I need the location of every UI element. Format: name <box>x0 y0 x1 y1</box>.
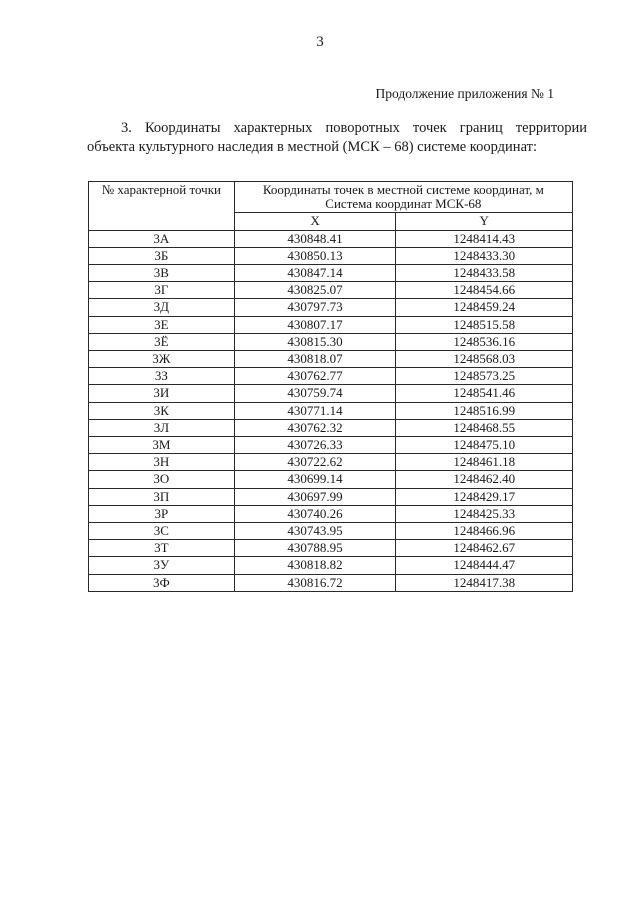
point-cell: 3Л <box>89 419 235 436</box>
header-coordinates-line-2: Система координат МСК-68 <box>325 196 482 212</box>
section-heading-line-2: объекта культурного наследия в местной (МСК – 68) системе координат: <box>87 139 537 155</box>
point-cell: 3Р <box>89 505 235 522</box>
x-cell: 430762.32 <box>234 419 396 436</box>
table-row <box>89 523 573 540</box>
point-cell: 3О <box>89 471 235 488</box>
table-row <box>89 316 573 333</box>
y-cell: 1248462.67 <box>396 540 573 557</box>
point-cell: 3В <box>89 265 235 282</box>
y-cell: 1248462.40 <box>396 471 573 488</box>
x-cell: 430807.17 <box>234 316 396 333</box>
point-cell: 3У <box>89 557 235 574</box>
header-point-number: № характерной точки <box>89 182 235 231</box>
page-number: 3 <box>316 34 324 50</box>
y-cell: 1248573.25 <box>396 368 573 385</box>
point-cell: 3К <box>89 402 235 419</box>
point-cell: 3Ф <box>89 574 235 591</box>
x-cell: 430740.26 <box>234 505 396 522</box>
point-cell: 3И <box>89 385 235 402</box>
point-cell: 3Е <box>89 316 235 333</box>
y-cell: 1248459.24 <box>396 299 573 316</box>
x-cell: 430815.30 <box>234 333 396 350</box>
table-row <box>89 437 573 454</box>
point-cell: 3Т <box>89 540 235 557</box>
appendix-continuation: Продолжение приложения № 1 <box>375 86 554 101</box>
y-cell: 1248466.96 <box>396 523 573 540</box>
table-row <box>89 265 573 282</box>
y-cell: 1248433.58 <box>396 265 573 282</box>
point-cell: 3Д <box>89 299 235 316</box>
y-cell: 1248429.17 <box>396 488 573 505</box>
y-cell: 1248414.43 <box>396 230 573 247</box>
y-cell: 1248536.16 <box>396 333 573 350</box>
table-row <box>89 540 573 557</box>
y-cell: 1248444.47 <box>396 557 573 574</box>
point-cell: 3З <box>89 368 235 385</box>
x-cell: 430818.07 <box>234 351 396 368</box>
table-row <box>89 368 573 385</box>
table-row <box>89 299 573 316</box>
header-coordinates <box>234 182 572 213</box>
table-row <box>89 557 573 574</box>
x-cell: 430726.33 <box>234 437 396 454</box>
x-cell: 430825.07 <box>234 282 396 299</box>
x-cell: 430722.62 <box>234 454 396 471</box>
y-cell: 1248417.38 <box>396 574 573 591</box>
section-heading-line-1: 3. Координаты характерных поворотных точек границ территории <box>121 120 587 136</box>
point-cell: 3П <box>89 488 235 505</box>
y-cell: 1248468.55 <box>396 419 573 436</box>
coordinates-table <box>88 181 573 592</box>
table-row <box>89 402 573 419</box>
x-cell: 430762.77 <box>234 368 396 385</box>
table-row <box>89 230 573 247</box>
x-cell: 430797.73 <box>234 299 396 316</box>
x-cell: 430743.95 <box>234 523 396 540</box>
header-y: Y <box>396 213 573 230</box>
x-cell: 430699.14 <box>234 471 396 488</box>
y-cell: 1248515.58 <box>396 316 573 333</box>
x-cell: 430771.14 <box>234 402 396 419</box>
table-row <box>89 351 573 368</box>
x-cell: 430697.99 <box>234 488 396 505</box>
x-cell: 430816.72 <box>234 574 396 591</box>
table-row <box>89 333 573 350</box>
table-row <box>89 419 573 436</box>
coordinates-table-body <box>89 230 573 591</box>
point-cell: 3Ж <box>89 351 235 368</box>
y-cell: 1248433.30 <box>396 247 573 264</box>
point-cell: 3С <box>89 523 235 540</box>
section-heading <box>87 119 587 157</box>
point-cell: 3Б <box>89 247 235 264</box>
y-cell: 1248454.66 <box>396 282 573 299</box>
y-cell: 1248461.18 <box>396 454 573 471</box>
table-row <box>89 454 573 471</box>
y-cell: 1248568.03 <box>396 351 573 368</box>
table-row <box>89 471 573 488</box>
y-cell: 1248541.46 <box>396 385 573 402</box>
y-cell: 1248475.10 <box>396 437 573 454</box>
x-cell: 430759.74 <box>234 385 396 402</box>
y-cell: 1248516.99 <box>396 402 573 419</box>
point-cell: 3М <box>89 437 235 454</box>
table-row <box>89 385 573 402</box>
x-cell: 430847.14 <box>234 265 396 282</box>
y-cell: 1248425.33 <box>396 505 573 522</box>
x-cell: 430788.95 <box>234 540 396 557</box>
point-cell: 3А <box>89 230 235 247</box>
x-cell: 430850.13 <box>234 247 396 264</box>
point-cell: 3Ё <box>89 333 235 350</box>
header-x: X <box>234 213 396 230</box>
table-row <box>89 247 573 264</box>
point-cell: 3Г <box>89 282 235 299</box>
x-cell: 430848.41 <box>234 230 396 247</box>
point-cell: 3Н <box>89 454 235 471</box>
table-row <box>89 488 573 505</box>
table-row <box>89 574 573 591</box>
table-row <box>89 282 573 299</box>
table-row <box>89 505 573 522</box>
x-cell: 430818.82 <box>234 557 396 574</box>
header-coordinates-line-1: Координаты точек в местной системе координат, м <box>262 182 544 197</box>
